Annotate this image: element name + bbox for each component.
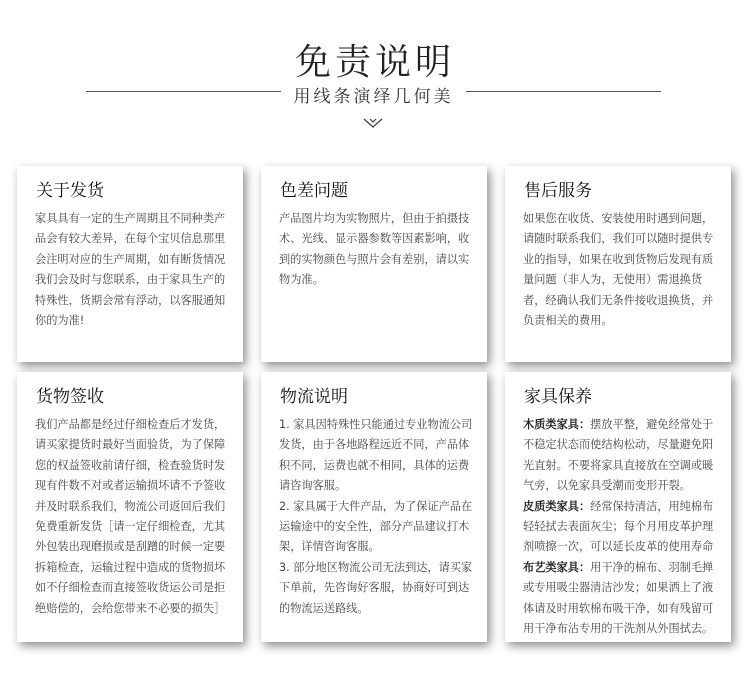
card-color-difference — [261, 166, 487, 362]
card-title: 色差问题 — [280, 181, 348, 201]
card-paragraph: 我们产品都是经过仔细检查后才发货，请买家提货时最好当面验货，为了保障您的权益签收前请仔细，检查验货时发现有件数不对或者运输损坏请不予签收并及时联系我们，物流公司返回后我们免费重新发货［请一定仔细检查，尤其外包装出现磨损或是刮蹭的时候一定要拆箱检查，运输过程中造成的货物损坏如不仔细检查而直接签收货运公司是拒绝赔偿的，会给您带来不必要的损失］ — [35, 418, 226, 615]
subtitle-row — [0, 82, 750, 107]
divider-left — [86, 91, 281, 92]
chevron-down-icon — [362, 116, 384, 130]
card-maintenance — [505, 372, 731, 642]
card-paragraph: 1. 家具因特殊性只能通过专业物流公司发货，由于各地路程远近不同，产品体积不同，运费也就不相同，具体的运费请咨询客服。 — [279, 418, 473, 493]
card-receipt — [17, 372, 243, 642]
card-body — [523, 415, 719, 639]
card-logistics — [261, 372, 487, 642]
card-title: 货物签收 — [36, 387, 104, 407]
card-shipping — [17, 166, 243, 362]
card-title: 家具保养 — [524, 387, 592, 407]
page-title: 免责说明 — [294, 42, 455, 83]
page-subtitle: 用线条演绎几何美 — [293, 87, 454, 107]
card-body — [279, 415, 475, 619]
card-after-sales — [505, 166, 731, 362]
care-text: 用干净的棉布、羽制毛掸或专用吸尘器清洁沙发；如果洒上了液体请及时用软棉布吸干净，如有残留可用干净布沾专用的干洗剂从外围拭去。 — [523, 560, 714, 636]
divider-right — [466, 91, 661, 92]
card-paragraph: 家具具有一定的生产周期且不同种类产品会有较大差异，在每个宝贝信息那里会注明对应的生产周期，如有断货情况我们会及时与您联系，由于家具生产的特殊性，货期会常有浮动，以客服通知你的为准! — [35, 212, 226, 328]
care-item-leather — [523, 497, 719, 558]
care-label: 布艺类家具： — [523, 560, 591, 574]
care-label: 木质类家具： — [523, 418, 591, 431]
care-label: 皮质类家具： — [523, 499, 591, 513]
card-title: 关于发货 — [36, 181, 104, 201]
card-paragraph: 如果您在收货、安装使用时遇到问题，请随时联系我们，我们可以随时提供专业的指导，如果在收到货物后发现有质量问题（非人为，无使用）需退换货者，经确认我们无条件接收退换货，并负责相关的费用。 — [523, 212, 714, 328]
card-title: 物流说明 — [280, 387, 348, 407]
card-body — [279, 209, 475, 291]
card-paragraph: 产品图片均为实物照片，但由于拍摄技术、光线、显示器参数等因素影响，收到的实物颜色与照片会有差别，请以实物为准。 — [279, 212, 470, 287]
care-item-fabric — [523, 558, 719, 640]
card-body — [35, 415, 231, 619]
card-title: 售后服务 — [524, 181, 592, 201]
card-body — [35, 209, 231, 331]
card-paragraph: 3. 部分地区物流公司无法到达，请买家下单前，先咨询好客服，协商好可到达的物流运送路线。 — [279, 560, 473, 615]
care-text: 经常保持清洁，用纯棉布轻轻拭去表面灰尘；每个月用皮革护理剂喷擦一次，可以延长皮革的使用寿命 — [523, 499, 714, 554]
card-body — [523, 209, 719, 331]
card-paragraph: 2. 家具属于大件产品，为了保证产品在运输途中的安全性，部分产品建议打木架，详情咨询客服。 — [279, 499, 473, 554]
care-item-wood — [523, 415, 719, 497]
care-text: 摆放平整，避免经常处于不稳定状态而使结构松动，尽量避免阳光直射。不要将家具直接放在空调或暖气旁，以免家具受潮而变形开裂。 — [523, 418, 714, 493]
